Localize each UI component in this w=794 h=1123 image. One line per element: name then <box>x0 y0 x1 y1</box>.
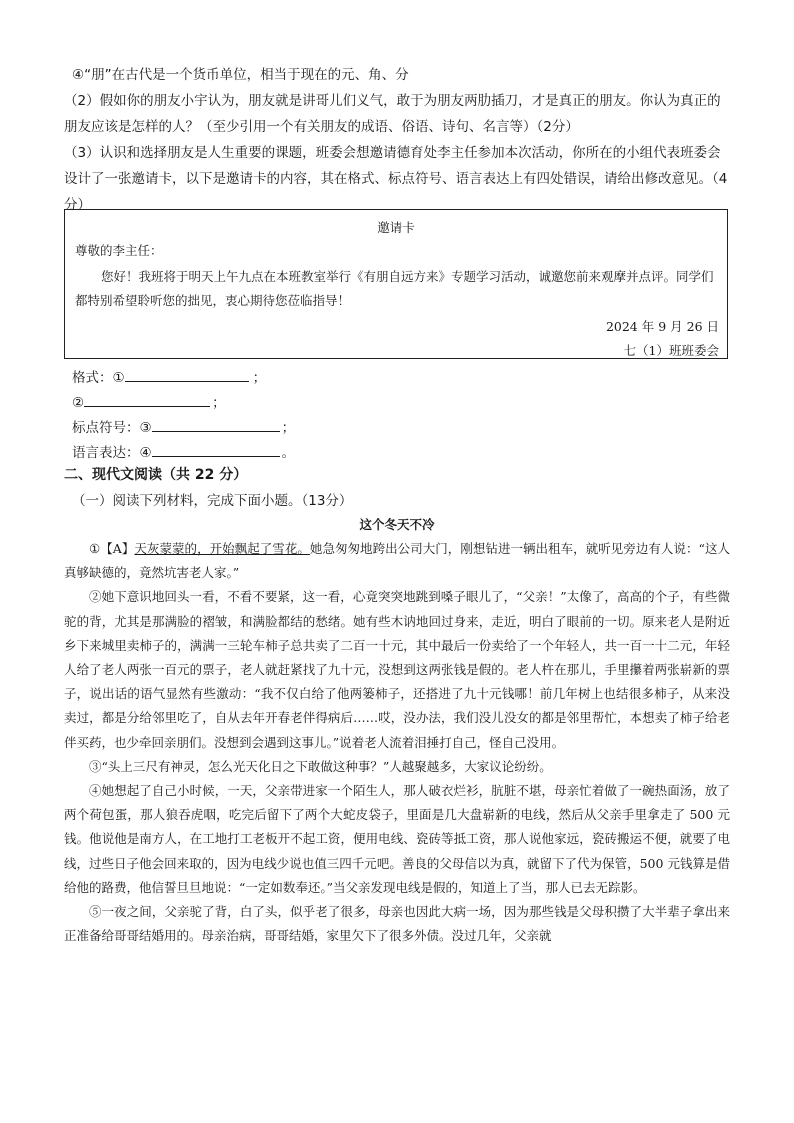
question-3: （3）认识和选择朋友是人生重要的课题，班委会想邀请德育处李主任参加本次活动，你所在的小组代表班委会设计了一张邀请卡，以下是邀请卡的内容，其在格式、标点符号、语言表达上有四处错误，请给出修改意见。（4分） <box>64 145 728 213</box>
paragraph-3: ③“头上三尺有神灵，怎么光天化日之下敢做这种事？”人越聚越多，大家议论纷纷。 <box>89 758 552 774</box>
answer-blank-2[interactable] <box>84 391 210 407</box>
underlined-sentence: 天灰蒙蒙的，开始飘起了雪花。 <box>134 541 310 556</box>
article-title: 这个冬天不冷 <box>359 517 435 532</box>
paragraph-2: ②她下意识地回头一看，不看不要紧，这一看，心竟突突地跳到嗓子眼儿了，“父亲！”太像了，高高的个子，有些微驼的背，尤其是那满脸的褶皱，和满脸都结的愁绪。她有些木讷地回过身来，走近，明白了眼前的一切。原来老人是附近乡下来城里卖柿子的，满满一三轮车柿子总共卖了二百一十元，其中最后一份卖给了一个年轻人，共一百一十二元，年轻人给了老人两张一百元的票子，老人就赶紧找了九十元，没想到这两张钱是假的。老人杵在那儿，手里攥着两张崭新的票子，说出话的语气显然有些激动：“我不仅白给了他两篓柿子，还搭进了九十元钱哪！前几年树上也结很多柿子，从来没卖过，都是分给邻里吃了，自从去年开春老伴得病后……哎，没办法，我们没儿没女的都是邻里帮忙，本想卖了柿子给老伴买药，也少牵回亲朋们。没想到会遇到这事儿。”说着老人流着泪捶打自己，怪自己没用。 <box>64 589 730 750</box>
option-4: ④“朋”在古代是一个货币单位，相当于现在的元、角、分 <box>72 67 409 83</box>
semicolon: ； <box>212 395 226 411</box>
semicolon: ； <box>281 420 296 436</box>
paragraph-5: ⑤一夜之间，父亲驼了背，白了头，似乎老了很多，母亲也因此大病一场，因为那些钱是父母积攒了大半辈子拿出来正准备给哥哥结婚用的。母亲治病，哥哥结婚，家里欠下了很多外债。没过几年，父亲就 <box>64 904 730 944</box>
question-block <box>64 62 730 218</box>
answer-punct-row <box>72 416 295 438</box>
answer-format-row <box>72 366 266 388</box>
lang-label: 语言表达：④ <box>72 445 152 461</box>
period: 。 <box>281 445 296 461</box>
answer-blank-4[interactable] <box>152 441 280 457</box>
answer-blank2-row <box>72 391 226 413</box>
answer-blank-1[interactable] <box>125 366 249 382</box>
punct-label: 标点符号：③ <box>72 420 152 436</box>
card-date: 2024 年 9 月 26 日 <box>605 319 719 334</box>
semicolon: ； <box>252 370 267 386</box>
card-salutation: 尊敬的李主任： <box>75 243 163 258</box>
paragraph-1 <box>64 537 730 585</box>
answer-lang-row <box>72 441 295 463</box>
article-body <box>64 537 730 948</box>
marker-a: ①【A】 <box>89 541 135 556</box>
card-body: 您好！我班将于明天上午九点在本班教室举行《有朋自远方来》专题学习活动，诚邀您前来观摩并点评。同学们都特别希望聆听您的拙见，衷心期待您莅临指导！ <box>75 269 714 308</box>
answer-blank-3[interactable] <box>152 416 280 432</box>
paragraph-4: ④她想起了自己小时候，一天，父亲带进家一个陌生人，那人破衣烂衫，肮脏不堪，母亲忙着做了一碗热面汤，放了两个荷包蛋，那人狼吞虎咽，吃完后留下了两个大蛇皮袋子，里面是几大盘崭新的电线，然后从父亲手里拿走了 500 元钱。他说他是南方人，在工地打工老板开不起工资，便用电线、瓷砖等抵工资，那人说他家远，瓷砖搬运不便，就要了电线，过些日子他会回来取的，因为电线少说也值三四千元吧。善良的父母信以为真，就留下了代为保管，500 元钱算是借给他的路费，他信誓旦旦地说：“一定如数奉还。”当父亲发现电线是假的，知道上了当，那人已去无踪影。 <box>64 783 730 895</box>
invitation-card <box>64 209 728 359</box>
question-2: （2）假如你的朋友小宇认为，朋友就是讲哥儿们义气，敢于为朋友两肋插刀，才是真正的朋友。你认为真正的朋友应该是怎样的人？（至少引用一个有关朋友的成语、俗语、诗句、名言等）（2分） <box>64 93 721 135</box>
subsection-title: （一）阅读下列材料，完成下面小题。（13分） <box>72 493 353 509</box>
blank2-label: ② <box>72 395 85 411</box>
section-title: 二、现代文阅读（共 22 分） <box>64 467 248 483</box>
card-signature: 七（1）班班委会 <box>623 343 719 358</box>
format-label: 格式：① <box>72 370 125 386</box>
paragraph-1-rest: 她急匆匆地跨出公司大门，刚想钻进一辆出租车，就听见旁边有人说：“这人真够缺德的，竟然坑害老人家。” <box>64 541 730 581</box>
card-title: 邀请卡 <box>377 220 415 235</box>
